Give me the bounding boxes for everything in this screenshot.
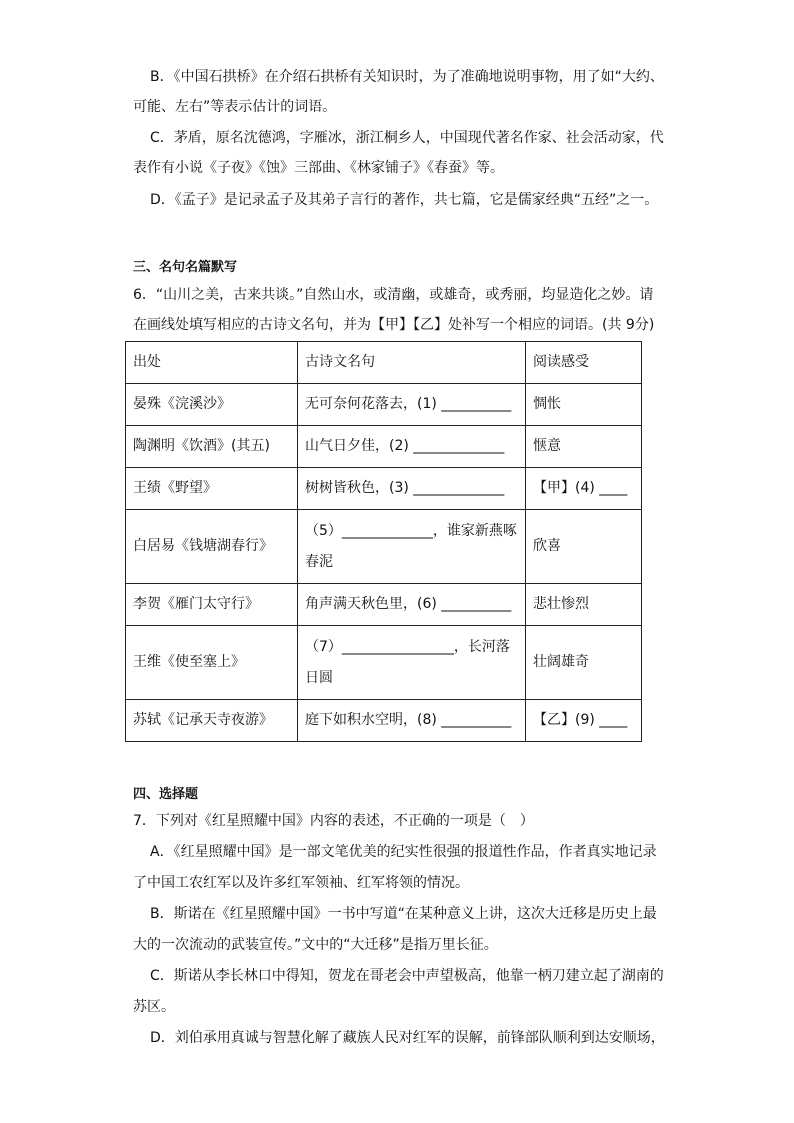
row-feeling: 欣喜 [526, 510, 642, 584]
q7-option-c-line2: 苏区。 [133, 999, 175, 1015]
q7-option-b-line1: B．斯诺在《红星照耀中国》一书中写道“在某种意义上讲，这次大迁移是历史上最 [150, 906, 657, 922]
row-line: 角声满天秋色里，(6) __________ [298, 584, 526, 626]
q5-option-c-line2: 表作有小说《子夜》《蚀》三部曲、《林家铺子》《春蚕》等。 [133, 160, 504, 176]
q5-option-d-line1: D．《孟子》是记录孟子及其弟子言行的著作，共七篇，它是儒家经典“五经”之一。 [150, 192, 659, 208]
header-line: 古诗文名句 [298, 342, 526, 384]
poem-table [125, 341, 642, 742]
table-row [126, 626, 642, 700]
table-row [126, 384, 642, 426]
table-header-row [126, 342, 642, 384]
q6-stem-line1: 6．“山川之美，古来共谈。”自然山水，或清幽，或雄奇，或秀丽，均显造化之妙。请 [133, 287, 654, 303]
row-source: 晏殊《浣溪沙》 [126, 384, 298, 426]
row-feeling: 壮阔雄奇 [526, 626, 642, 700]
section-4-heading: 四、选择题 [133, 787, 199, 802]
row-source: 苏轼《记承天寺夜游》 [126, 700, 298, 742]
table-row [126, 426, 642, 468]
q5-option-b-line2: 可能、左右”等表示估计的词语。 [133, 99, 337, 115]
row-feeling: 【甲】(4) ____ [526, 468, 642, 510]
header-source: 出处 [126, 342, 298, 384]
q7-option-c-line1: C．斯诺从李长林口中得知，贺龙在哥老会中声望极高，他靠一柄刀建立起了湖南的 [150, 968, 664, 984]
row-source: 王维《使至塞上》 [126, 626, 298, 700]
row-feeling: 【乙】(9) ____ [526, 700, 642, 742]
row-feeling: 惆怅 [526, 384, 642, 426]
table-row [126, 700, 642, 742]
q5-option-c-line1: C．茅盾，原名沈德鸿，字雁冰，浙江桐乡人，中国现代著名作家、社会活动家，代 [150, 130, 664, 146]
row-line: （5）_____________，谁家新燕啄春泥 [298, 510, 526, 584]
row-source: 李贺《雁门太守行》 [126, 584, 298, 626]
row-feeling: 悲壮惨烈 [526, 584, 642, 626]
table-row [126, 468, 642, 510]
header-feeling: 阅读感受 [526, 342, 642, 384]
row-line: 山气日夕佳，(2) _____________ [298, 426, 526, 468]
q7-option-d-line1: D．刘伯承用真诚与智慧化解了藏族人民对红军的误解，前锋部队顺利到达安顺场， [150, 1030, 665, 1046]
q7-stem: 7．下列对《红星照耀中国》内容的表述，不正确的一项是（ ） [133, 813, 534, 829]
row-feeling: 惬意 [526, 426, 642, 468]
q7-option-a-line2: 了中国工农红军以及许多红军领袖、红军将领的情况。 [133, 875, 469, 891]
table-row [126, 510, 642, 584]
section-3-heading: 三、名句名篇默写 [133, 260, 238, 275]
row-line: 庭下如积水空明，(8) __________ [298, 700, 526, 742]
table-row [126, 584, 642, 626]
row-line: 无可奈何花落去，(1) __________ [298, 384, 526, 426]
q7-option-a-line1: A．《红星照耀中国》是一部文笔优美的纪实性很强的报道性作品，作者真实地记录 [150, 844, 657, 860]
row-line: 树树皆秋色，(3) _____________ [298, 468, 526, 510]
row-source: 王绩《野望》 [126, 468, 298, 510]
row-source: 陶渊明《饮酒》(其五) [126, 426, 298, 468]
q7-option-b-line2: 大的一次流动的武装宣传。”文中的“大迁移”是指万里长征。 [133, 937, 498, 953]
row-line: （7）________________，长河落日圆 [298, 626, 526, 700]
q6-stem-line2: 在画线处填写相应的古诗文名句，并为【甲】【乙】处补写一个相应的词语。(共 9分) [133, 317, 655, 333]
row-source: 白居易《钱塘湖春行》 [126, 510, 298, 584]
q5-option-b-line1: B．《中国石拱桥》在介绍石拱桥有关知识时，为了准确地说明事物，用了如“大约、 [150, 69, 664, 85]
